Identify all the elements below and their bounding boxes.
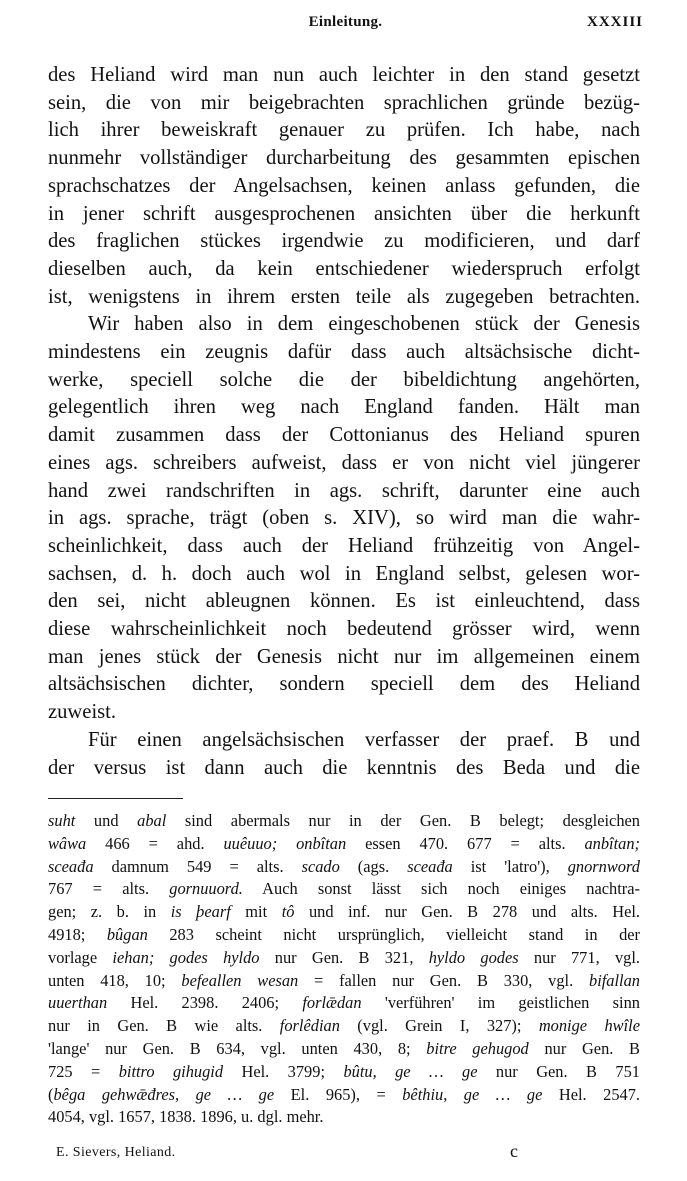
footnote-word: sceađa: [48, 856, 94, 876]
footnote-text: (vgl. Grein I, 327);: [339, 1016, 539, 1036]
footnote-word: gnornword: [567, 856, 640, 876]
footnote-text: 'verführen' im geistlichen sinn: [361, 993, 640, 1013]
footnote-text: damnum 549 = alts.: [93, 856, 302, 876]
footnote-text: 'lange' nur Gen. B 634, vgl. unten 430, 8;: [48, 1038, 427, 1058]
text-line: Für einen angelsächsischen verfasser der praef. B und: [88, 728, 640, 751]
text-line: Wir haben also in dem eingeschobenen stück der Genesis: [88, 313, 640, 336]
footnote-text: 4054, vgl. 1657, 1838. 1896, u. dgl. mehr.: [48, 1107, 324, 1127]
text-line: in jener schrift ausgesprochenen ansichten über die herkunft: [48, 202, 640, 225]
text-line: des fraglichen stückes irgendwie zu modificieren, und darf: [48, 230, 640, 253]
footnote-line: [48, 833, 640, 856]
footnote-text: (ags.: [339, 856, 408, 876]
footnote-line: [48, 856, 640, 879]
footnote-word: uuerthan: [48, 993, 108, 1013]
text-line: eines ags. schreibers aufweist, dass er von nicht viel jüngerer: [48, 451, 640, 474]
footnote: [48, 810, 640, 1129]
footnote-text: nur in Gen. B wie alts.: [48, 1016, 280, 1036]
footnote-text: nur Gen. B 321,: [259, 947, 429, 967]
footnote-text: 767 = alts.: [48, 879, 170, 899]
footnote-text: mit: [230, 902, 282, 922]
signature-mark: c: [510, 1141, 518, 1161]
footnote-text: Hel. 2547.: [542, 1084, 641, 1104]
footnote-text: nur 771, vgl.: [518, 947, 640, 967]
footnote-line: [48, 947, 640, 970]
footnote-divider: [48, 798, 183, 799]
footnote-word: is þearf: [170, 902, 231, 922]
footnote-text: Hel. 3799;: [223, 1061, 344, 1081]
page-footer: [48, 1143, 640, 1165]
footnote-text: und inf. nur Gen. B 278 und alts. Hel.: [294, 902, 640, 922]
footnote-line: [48, 924, 640, 947]
footnote-word: wâwa: [48, 833, 87, 853]
text-line: werke, speciell solche die der bibeldichtung angehörten,: [48, 368, 640, 391]
text-line: sein, die von mir beigebrachten sprachlichen gründe bezüg-: [48, 91, 640, 114]
footnote-text: Hel. 2398. 2406;: [107, 993, 303, 1013]
footnote-word: scado: [301, 856, 340, 876]
text-line: gelegentlich ihren weg nach England fanden. Hält man: [48, 396, 640, 419]
footnote-word: uuêuuo; onbîtan: [223, 833, 347, 853]
footnote-text: sind abermals nur in der Gen. B belegt; desgleichen: [166, 811, 640, 830]
footnote-word: bûtu, ge … ge: [343, 1061, 478, 1081]
text-line: dieselben auch, da kein entschiedener wiederspruch erfolgt: [48, 257, 640, 280]
footnote-word: abal: [137, 811, 167, 830]
text-line: nunmehr vollständiger durcharbeitung des gesammten epischen: [48, 147, 640, 170]
footnote-line: [48, 1038, 640, 1061]
footnote-text: unten 418, 10;: [48, 970, 182, 990]
footnote-word: iehan; godes hyldo: [112, 947, 260, 967]
footnote-line: [48, 810, 640, 833]
footnote-line: [48, 901, 640, 924]
text-line: scheinlichkeit, dass auch der Heliand frühzeitig von Angel-: [48, 534, 640, 557]
text-line: ist, wenigstens in ihrem ersten teile als zugegeben betrachten.: [48, 285, 640, 308]
running-header: [48, 14, 643, 38]
footnote-word: forlêdian: [279, 1016, 340, 1036]
footnote-word: sceađa: [407, 856, 453, 876]
footnote-line: [48, 1015, 640, 1038]
text-line: sachsen, d. h. doch auch wol in England selbst, gelesen wor-: [48, 562, 640, 585]
footnote-word: hyldo godes: [428, 947, 519, 967]
footnote-text: (: [48, 1084, 54, 1104]
footnote-word: monige hwîle: [538, 1016, 640, 1036]
footnote-line: [48, 1084, 640, 1107]
text-line: lich ihrer beweiskraft genauer zu prüfen. Ich habe, nach: [48, 119, 640, 142]
text-line: sprachschatzes der Angelsachsen, keinen anlass gefunden, die: [48, 174, 640, 197]
text-line: des Heliand wird man nun auch leichter in den stand gesetzt: [48, 64, 640, 86]
text-line: damit zusammen dass der Cottonianus des Heliand spuren: [48, 424, 640, 447]
footnote-word: bifallan: [589, 970, 640, 990]
footnote-text: essen 470. 677 = alts.: [346, 833, 585, 853]
footnote-text: 283 scheint nicht ursprünglich, vielleicht stand in der: [147, 924, 640, 944]
footnote-word: anbîtan;: [584, 833, 640, 853]
footnote-word: befeallen wesan: [181, 970, 299, 990]
footnote-line: [48, 992, 640, 1015]
footnote-text: vorlage: [48, 947, 113, 967]
footnote-word: tô: [281, 902, 295, 922]
footnote-text: El. 965), =: [274, 1084, 403, 1104]
text-line: hand zwei randschriften in ags. schrift, darunter eine auch: [48, 479, 640, 502]
text-line: den sei, nicht ableugnen können. Es ist einleuchtend, dass: [48, 590, 640, 613]
footnote-text: ist 'latro'),: [452, 856, 568, 876]
footnote-text: 725 =: [48, 1061, 119, 1081]
text-line: der versus ist dann auch die kenntnis des Beda und die: [48, 756, 640, 779]
footnote-text: = fallen nur Gen. B 330, vgl.: [298, 970, 589, 990]
text-line: mindestens ein zeugnis dafür dass auch altsächsische dicht-: [48, 341, 640, 364]
footnote-word: suht: [48, 811, 76, 830]
footnote-line: [48, 1061, 640, 1084]
footnote-text: nur Gen. B 751: [477, 1061, 640, 1081]
footnote-word: forlǣdan: [302, 993, 362, 1013]
running-title: Einleitung.: [308, 14, 383, 30]
footnote-word: bêga gehwǣđres, ge … ge: [53, 1084, 275, 1104]
footnote-line: [48, 878, 640, 901]
footnote-word: bitre gehugod: [426, 1038, 529, 1058]
footnote-word: bêthiu, ge … ge: [402, 1084, 543, 1104]
printer-signature: E. Sievers, Heliand.: [56, 1145, 176, 1160]
footnote-text: 466 = ahd.: [86, 833, 224, 853]
footnote-text: gen; z. b. in: [48, 902, 171, 922]
text-line: man jenes stück der Genesis nicht nur im allgemeinen einem: [48, 645, 640, 668]
page-number: XXXIII: [586, 14, 643, 30]
text-line: zuweist.: [48, 701, 117, 724]
footnote-text: und: [75, 811, 138, 830]
main-text: [48, 62, 640, 782]
footnote-text: Auch sonst lässt sich noch einiges nachtra-: [242, 879, 640, 899]
footnote-word: bûgan: [106, 924, 148, 944]
footnote-text: nur Gen. B: [528, 1038, 640, 1058]
footnote-line: [48, 1106, 640, 1129]
text-line: in ags. sprache, trägt (oben s. XIV), so wird man die wahr-: [48, 507, 640, 530]
footnote-line: [48, 970, 640, 993]
footnote-word: gornuuord.: [169, 879, 243, 899]
text-line: altsächsischen dichter, sondern speciell dem des Heliand: [48, 673, 640, 696]
footnote-word: bittro gihugid: [118, 1061, 224, 1081]
text-line: diese wahrscheinlichkeit noch bedeutend grösser wird, wenn: [48, 618, 640, 641]
footnote-text: 4918;: [48, 924, 107, 944]
